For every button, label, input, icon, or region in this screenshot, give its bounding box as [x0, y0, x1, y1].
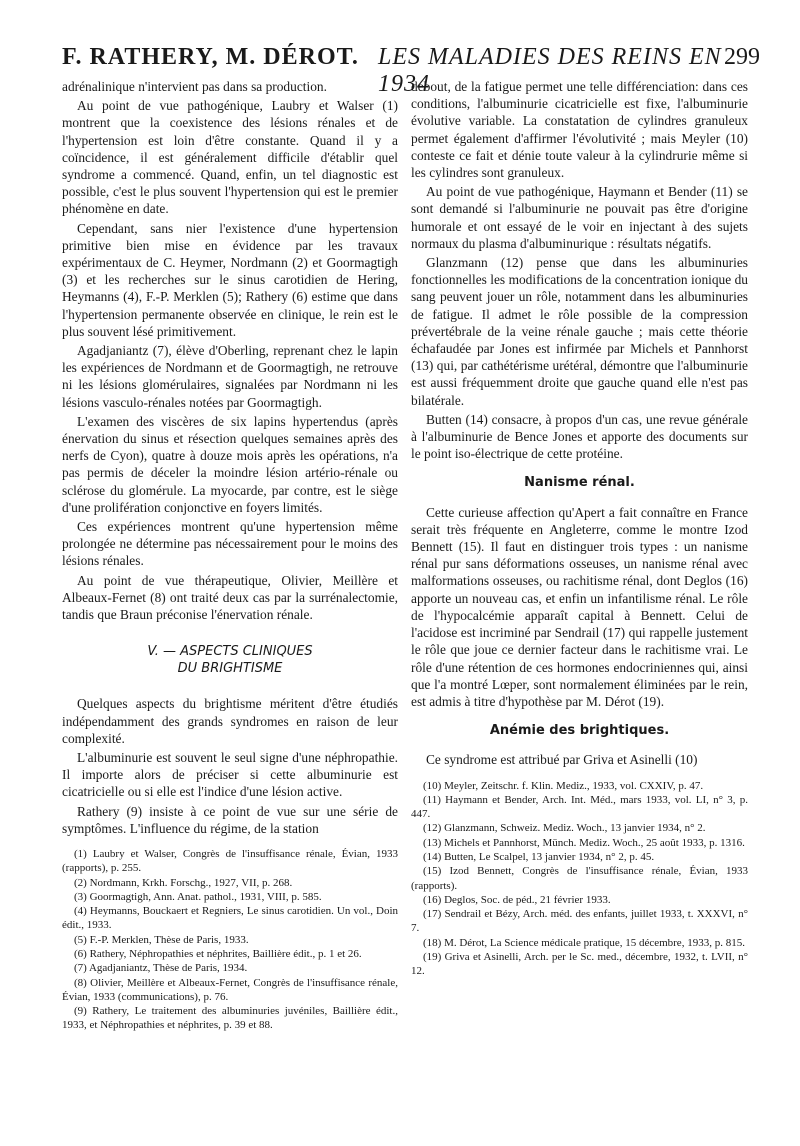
- footnote: (15) Izod Bennett, Congrès de l'insuffisance rénale, Évian, 1933 (rapports).: [411, 865, 748, 892]
- footnote: (8) Olivier, Meillère et Albeaux-Fernet, Congrès de l'insuffisance rénale, Évian, 1933 (communications), p. 76.: [62, 976, 398, 1003]
- footnote: (5) F.-P. Merklen, Thèse de Paris, 1933.: [74, 933, 249, 946]
- left-column: [62, 78, 398, 1033]
- footnote: (11) Haymann et Bender, Arch. Int. Méd., mars 1933, vol. LI, n° 3, p. 447.: [411, 793, 748, 821]
- footnotes: [411, 779, 748, 979]
- paragraph: Au point de vue pathogénique, Haymann et Bender (11) se sont demandé si l'albuminurie ne pouvait pas être d'origine humorale et ont essayé de le voir en injectant à des sujets normaux du plasma d'albuminurique : résultats négatifs.: [411, 184, 748, 251]
- page-number: 299: [724, 44, 760, 70]
- section-heading: [62, 643, 398, 677]
- footnote: (6) Rathery, Néphropathies et néphrites, Baillière édit., p. 1 et 26.: [74, 948, 362, 960]
- paragraph: Cette curieuse affection qu'Apert a fait connaître en France serait très fréquente en Angleterre, comme le montre Izod Bennett (15). Il faut en distinguer trois types : un nanisme rénal pur sans déformations osseuses, un nanisme rénal avec malformations osseuses, ou rachitisme rénal, dont Deglos (16) apporte un nouveau cas, et enfin un infantilisme rénal. Le rôle de l'hypocalcémie apparaît capital à Bennett. Celui de l'acidose est incriminé par Sendrail (17) qui rappelle justement le rôle que joue ce dernier facteur dans le rachitisme vrai. Le rôle d'une rétention de ces hormones endocriniennes qui, ainsi que l'a montré Lœper, sont normalement éliminées par le rein, est admis à titre d'hypothèse par M. Dérot (19).: [411, 504, 748, 709]
- paragraph: Ces expériences montrent qu'une hypertension même prolongée ne détermine pas nécessairement pour le moins des lésions rénales.: [62, 519, 398, 569]
- footnote: (7) Agadjaniantz, Thèse de Paris, 1934.: [74, 962, 248, 975]
- section-heading-line: DU BRIGHTISME: [177, 661, 283, 677]
- footnote: (10) Meyler, Zeitschr. f. Klin. Mediz., 1933, vol. CXXIV, p. 47.: [423, 779, 704, 792]
- footnote: (4) Heymanns, Bouckaert et Regniers, Le sinus carotidien. Un vol., Doin édit., 1933.: [62, 905, 398, 932]
- paragraph: Quelques aspects du brightisme méritent d'être étudiés indépendamment des grands syndromes en raison de leur complexité.: [62, 696, 398, 746]
- paragraph: Au point de vue thérapeutique, Olivier, Meillère et Albeaux-Fernet (8) ont traité deux cas par la surrénalectomie, tandis que Braun préconise l'énervation rénale.: [62, 572, 398, 623]
- footnote: (9) Rathery, Le traitement des albuminuries juvéniles, Baillière édit., 1933, et Néphropathies et néphrites, p. 39 et 88.: [62, 1005, 398, 1032]
- paragraph: L'examen des viscères de six lapins hypertendus (après énervation du sinus et résection quelques semaines après des nerfs de Cyon), quatre à douze mois après les opérations, n'a pas permis de déceler la moindre lésion artério-rénale ou sclérose du glomérule. La myocarde, par contre, est le siège d'une prolifération conjonctive en foyers limités.: [62, 413, 398, 515]
- paragraph: Rathery (9) insiste à ce point de vue sur une série de symptômes. L'influence du régime, de la station: [62, 803, 398, 836]
- paragraph: debout, de la fatigue permet une telle différenciation: dans ces conditions, l'albuminurie cicatricielle est fixe, l'albuminurie évolutive variable. La constatation de cylindres granuleux permet également d'affirmer l'évolutivité ; mais Meyler (10) conteste ce fait et dénie toute valeur à la cylindrurie même si les cylindres sont granuleux.: [411, 79, 748, 181]
- paragraph: Au point de vue pathogénique, Laubry et Walser (1) montrent que la coexistence des lésions rénales et de l'hypertension est loin d'être constante. Quand il y a coïncidence, il est généralement difficile d'établir quel syndrome a commencé. Quand, enfin, un tel diagnostic est possible, c'est le plus souvent l'hypertension qui est le premier phénomène en date.: [62, 98, 398, 217]
- footnotes: [62, 847, 398, 1033]
- footnote: (3) Goormagtigh, Ann. Anat. pathol., 1931, VIII, p. 585.: [74, 890, 322, 903]
- paragraph: Agadjaniantz (7), élève d'Oberling, reprenant chez le lapin les expériences de Nordmann et de Goormagtigh, ne retrouve ni les lésions glomérulaires, signalées par Nordmann ni les lésions vasculo-rénales notées par Goormagtigh.: [62, 343, 398, 410]
- footnote: (16) Deglos, Soc. de péd., 21 février 1933.: [423, 893, 611, 906]
- section-heading-line: V. — ASPECTS CLINIQUES: [147, 644, 313, 660]
- paragraph: L'albuminurie est souvent le seul signe d'une néphropathie. Il importe alors de préciser si cette albuminurie est cicatricielle ou si elle est l'indice d'une lésion active.: [62, 749, 398, 800]
- paragraph: Butten (14) consacre, à propos d'un cas, une revue générale à l'albuminurie de Bence Jones et apporte des documents sur le point iso-électrique de cette protéine.: [411, 411, 748, 462]
- paragraph: Ce syndrome est attribué par Griva et Asinelli (10): [426, 752, 698, 768]
- footnote: (18) M. Dérot, La Science médicale pratique, 15 décembre, 1933, p. 815.: [423, 936, 745, 949]
- header-title: LES MALADIES DES REINS EN 1934: [378, 44, 722, 97]
- subsection-heading: Anémie des brightiques.: [489, 723, 670, 739]
- footnote: (14) Butten, Le Scalpel, 13 janvier 1934, n° 2, p. 45.: [423, 851, 655, 863]
- footnote: (19) Griva et Asinelli, Arch. per le Sc. med., décembre, 1932, t. LVII, n° 12.: [411, 951, 748, 978]
- footnote: (13) Michels et Pannhorst, Münch. Mediz. Woch., 25 août 1933, p. 1316.: [423, 836, 745, 849]
- paragraph: Glanzmann (12) pense que dans les albuminuries fonctionnelles les modifications de la concentration ionique du sang peuvent jouer un rôle, notamment dans les albuminuries de fatigue. Il admet le rôle possible de la compression prévertébrale de la veine rénale gauche ; mais cette théorie échafaudée par Jones est infirmée par Michels et Pannhorst (13) qui, par cathétérisme urétéral, démontre que l'albuminurie est aussi fréquemment droite que gauche quand elle n'est pas bilatérale.: [411, 255, 748, 408]
- header-authors: F. RATHERY, M. DÉROT.: [62, 44, 359, 70]
- right-column: [411, 78, 748, 979]
- footnote: (17) Sendrail et Bézy, Arch. méd. des enfants, juillet 1933, t. XXXVI, n° 7.: [411, 908, 748, 935]
- paragraph: Cependant, sans nier l'existence d'une hypertension primitive bien mise en évidence par les travaux expérimentaux de C. Heymer, Nordmann (2) et Goormagtigh (3) et les recherches sur le sinus carotidien de Hering, Heymanns (4), F.-P. Merklen (5); Rathery (6) estime que dans l'hypertension permanente observée en clinique, le rein est le plus souvent lésé primitivement.: [62, 220, 398, 339]
- subsection-heading: Nanisme rénal.: [524, 475, 635, 491]
- paragraph: adrénalinique n'intervient pas dans sa production.: [62, 79, 327, 94]
- footnote: (1) Laubry et Walser, Congrès de l'insuffisance rénale, Évian, 1933 (rapports), p. 255.: [62, 847, 398, 875]
- footnote: (12) Glanzmann, Schweiz. Mediz. Woch., 13 janvier 1934, n° 2.: [423, 822, 706, 835]
- footnote: (2) Nordmann, Krkh. Forschg., 1927, VII, p. 268.: [74, 876, 293, 889]
